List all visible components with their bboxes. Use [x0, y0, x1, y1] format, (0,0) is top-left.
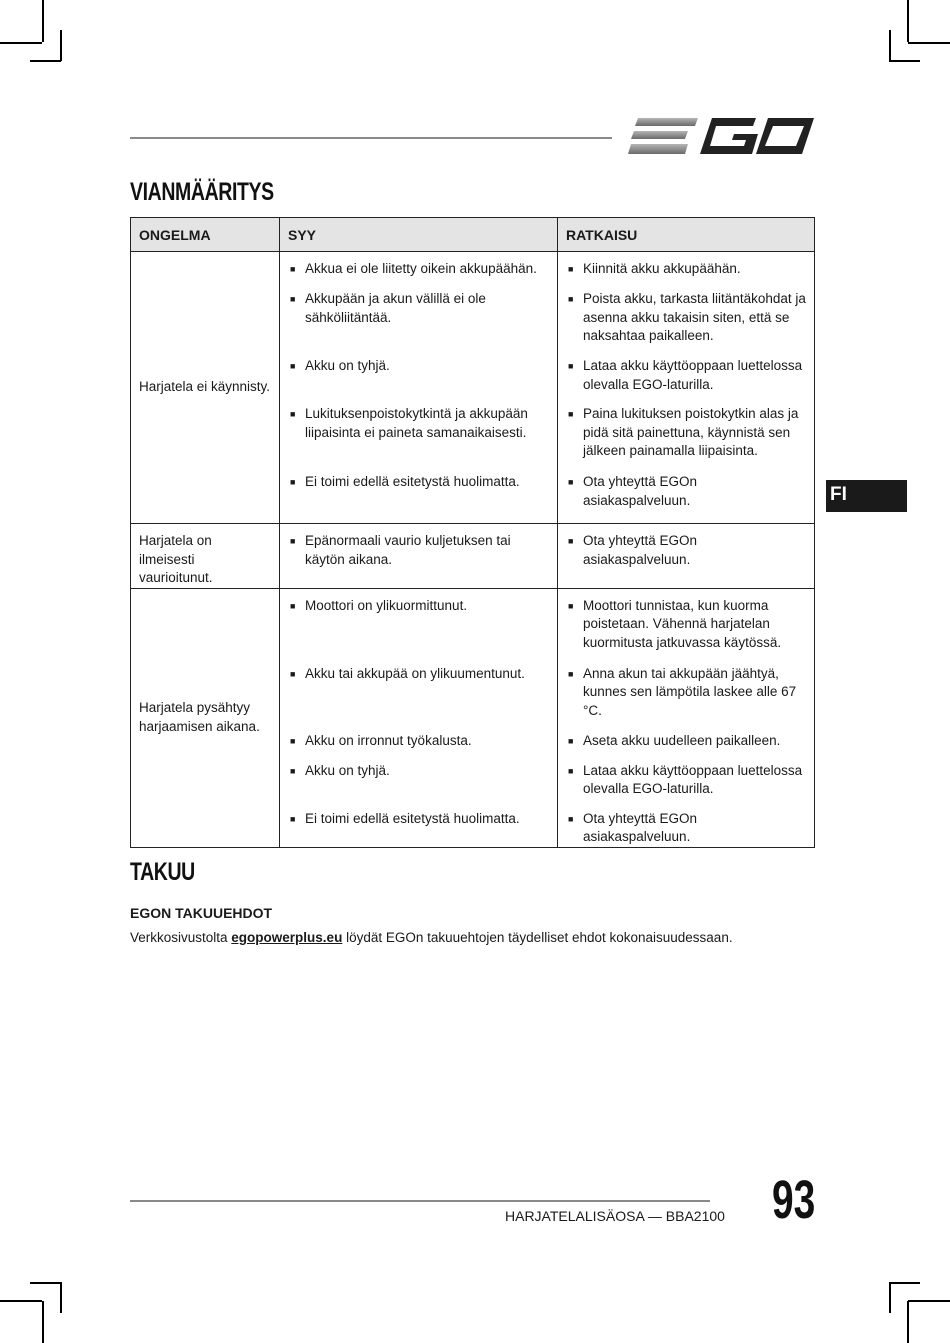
header-rule: [130, 137, 612, 139]
crop-mark: [60, 1282, 62, 1313]
list-item: ■ Akku on irronnut työkalusta.: [290, 732, 551, 762]
crop-mark: [42, 0, 44, 42]
bullet-icon: ■: [568, 600, 574, 611]
list-item: ■ Ota yhteyttä EGOn asiakaspalveluun.: [568, 532, 808, 569]
bullet-icon: ■: [290, 536, 296, 546]
crop-mark: [889, 1282, 920, 1284]
bullet-icon: ■: [568, 668, 574, 679]
list-item: ■ Akkupään ja akun välillä ei ole sähköliitäntää.: [290, 290, 551, 357]
bullet-icon: ■: [568, 409, 574, 419]
bullet-icon: ■: [568, 536, 574, 546]
crop-mark: [908, 42, 950, 44]
bullet-icon: ■: [568, 361, 574, 371]
cause-cell: [280, 588, 558, 847]
crop-mark: [889, 1282, 891, 1313]
footer-product: HARJATELALISÄOSA — BBA2100: [505, 1208, 725, 1224]
list-item: ■ Akku on tyhjä.: [290, 762, 551, 810]
bullet-icon: ■: [290, 264, 296, 274]
list-item: ■ Lukituksenpoistokytkintä ja akkupään liipaisinta ei paineta samanaikaisesti.: [290, 405, 551, 473]
solution-cell: [558, 524, 815, 589]
language-tab: FI: [826, 480, 907, 512]
bullet-icon: ■: [568, 477, 574, 487]
bullet-icon: ■: [290, 668, 296, 679]
crop-mark: [0, 42, 42, 44]
problem-cell: Harjatela pysähtyy harjaamisen aikana.: [131, 588, 280, 847]
crop-mark: [907, 0, 909, 42]
list-item: ■ Ota yhteyttä EGOn asiakaspalveluun.: [568, 810, 808, 847]
list-item: ■ Moottori tunnistaa, kun kuorma poistetaan. Vähennä harjatelan kuormitusta jatkuvassa käytössä.: [568, 597, 808, 665]
bullet-icon: ■: [290, 409, 296, 419]
bullet-icon: ■: [290, 813, 296, 824]
bullet-icon: ■: [290, 477, 296, 487]
column-header-problem: ONGELMA: [131, 218, 280, 252]
troubleshooting-table: [130, 217, 815, 848]
bullet-icon: ■: [290, 765, 296, 776]
problem-cell: Harjatela ei käynnisty.: [131, 252, 280, 524]
problem-cell: Harjatela on ilmeisesti vaurioitunut.: [131, 524, 280, 589]
section-title-troubleshooting: VIANMÄÄRITYS: [130, 178, 274, 206]
crop-mark: [907, 1301, 909, 1343]
list-item: ■ Akku tai akkupää on ylikuumentunut.: [290, 665, 551, 732]
warranty-subtitle: EGON TAKUUEHDOT: [130, 905, 273, 921]
solution-cell: [558, 252, 815, 524]
list-item: ■ Lataa akku käyttöoppaan luettelossa olevalla EGO-laturilla.: [568, 762, 808, 810]
table-row: [131, 252, 815, 524]
list-item: ■ Lataa akku käyttöoppaan luettelossa olevalla EGO-laturilla.: [568, 357, 808, 405]
crop-mark: [908, 1300, 950, 1302]
list-item: ■ Akku on tyhjä.: [290, 357, 551, 405]
bullet-icon: ■: [290, 735, 296, 746]
table-row: [131, 588, 815, 847]
ego-logo: [628, 112, 814, 162]
list-item: ■ Paina lukituksen poistokytkin alas ja pidä sitä painettuna, käynnistä sen jälkeen painamalla liipaisinta.: [568, 405, 808, 473]
bullet-icon: ■: [568, 294, 574, 304]
crop-mark: [889, 60, 920, 62]
crop-mark: [889, 30, 891, 61]
list-item: ■ Ei toimi edellä esitetystä huolimatta.: [290, 810, 551, 829]
warranty-link[interactable]: egopowerplus.eu: [231, 930, 343, 945]
bullet-icon: ■: [568, 813, 574, 824]
crop-mark: [0, 1300, 42, 1302]
crop-mark: [30, 60, 61, 62]
warranty-text: Verkkosivustolta egopowerplus.eu löydät EGOn takuuehtojen täydelliset ehdot kokonaisuudessaan.: [130, 930, 733, 945]
bullet-icon: ■: [290, 361, 296, 371]
table-row: [131, 524, 815, 589]
cause-cell: [280, 524, 558, 589]
bullet-icon: ■: [568, 735, 574, 746]
list-item: ■ Ei toimi edellä esitetystä huolimatta.: [290, 473, 551, 492]
list-item: ■ Ota yhteyttä EGOn asiakaspalveluun.: [568, 473, 808, 510]
solution-cell: [558, 588, 815, 847]
crop-mark: [42, 1301, 44, 1343]
list-item: ■ Kiinnitä akku akkupäähän.: [568, 260, 808, 290]
bullet-icon: ■: [290, 600, 296, 611]
list-item: ■ Moottori on ylikuormittunut.: [290, 597, 551, 665]
crop-mark: [60, 30, 62, 61]
section-title-warranty: TAKUU: [130, 858, 195, 886]
bullet-icon: ■: [568, 264, 574, 274]
bullet-icon: ■: [568, 765, 574, 776]
list-item: ■ Poista akku, tarkasta liitäntäkohdat ja asenna akku takaisin siten, että se naksahtaa paikalleen.: [568, 290, 808, 357]
page-number: 93: [772, 1170, 816, 1230]
footer-rule: [130, 1200, 710, 1202]
column-header-cause: SYY: [280, 218, 558, 252]
bullet-icon: ■: [290, 294, 296, 304]
list-item: ■ Anna akun tai akkupään jäähtyä, kunnes sen lämpötila laskee alle 67 °C.: [568, 665, 808, 732]
crop-mark: [30, 1282, 61, 1284]
column-header-solution: RATKAISU: [558, 218, 815, 252]
list-item: ■ Aseta akku uudelleen paikalleen.: [568, 732, 808, 762]
list-item: ■ Epänormaali vaurio kuljetuksen tai käytön aikana.: [290, 532, 551, 569]
list-item: ■ Akkua ei ole liitetty oikein akkupäähän.: [290, 260, 551, 290]
cause-cell: [280, 252, 558, 524]
